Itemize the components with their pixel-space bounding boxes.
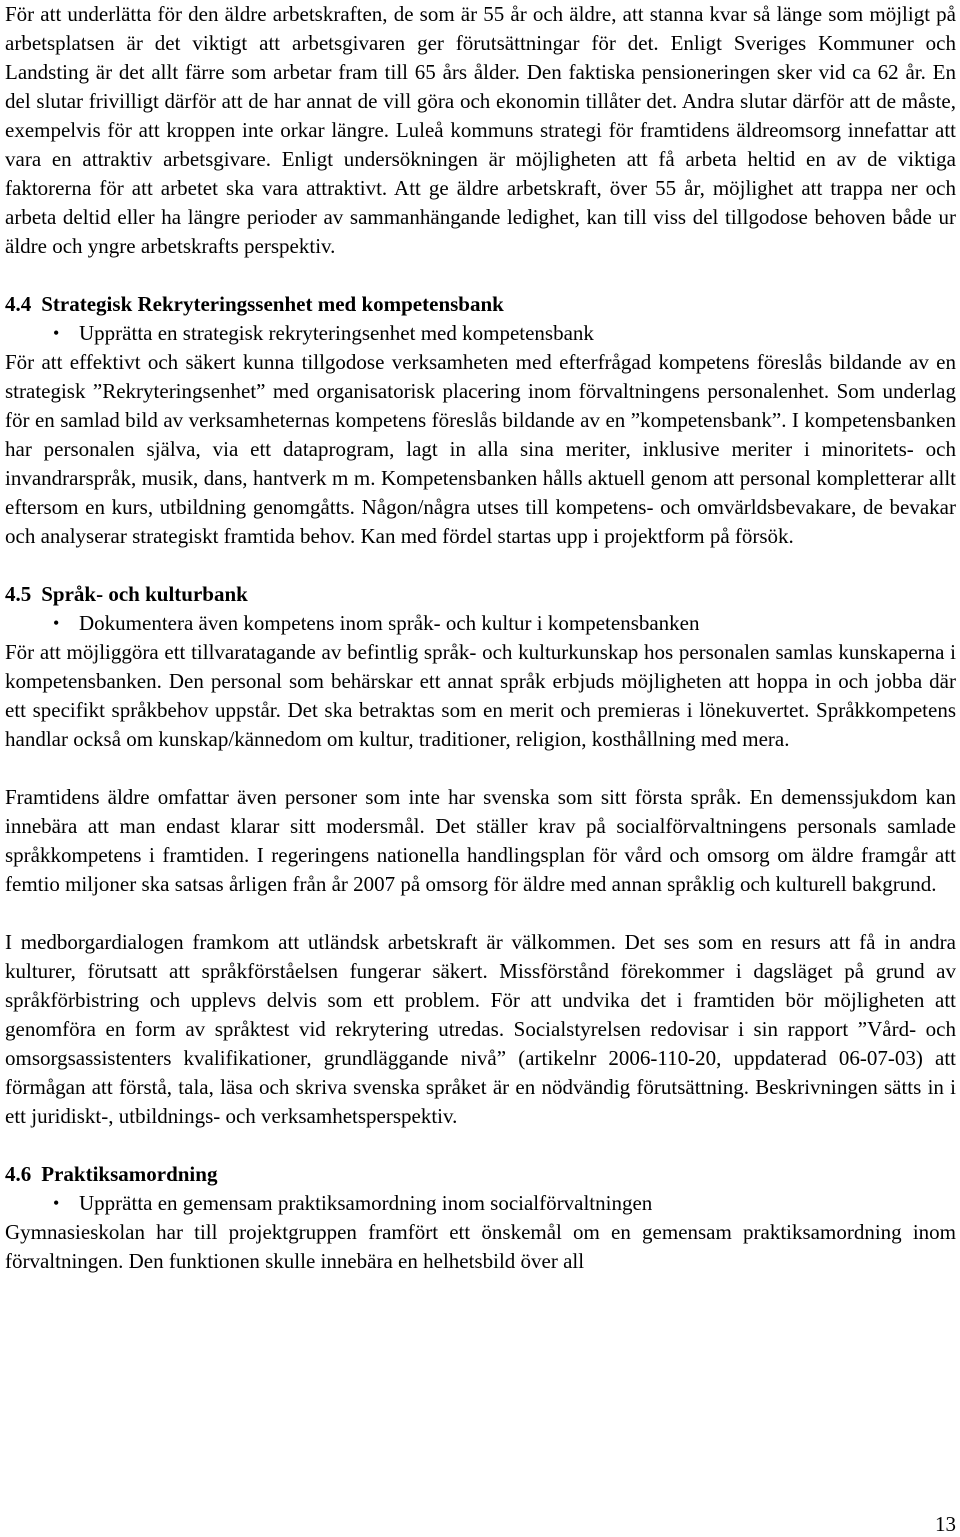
bullet-icon: •	[53, 613, 60, 633]
body-paragraph: Framtidens äldre omfattar även personer som inte har svenska som sitt första språk. En demenssjukdom kan innebära att man endast klarar sitt modersmål. Det ställer krav på socialförvaltningens personals samlade språkkompetens i framtiden. I regeringens nationella handlingsplan för vård och omsorg om äldre framgår att femtio miljoner ska satsas årligen från år 2007 på omsorg för äldre med annan språklig och kulturell bakgrund.	[5, 785, 956, 896]
bullet-text: Upprätta en gemensam praktiksamordning inom socialförvaltningen	[79, 1191, 653, 1215]
body-paragraph: För att effektivt och säkert kunna tillgodose verksamheten med efterfrågad kompetens föreslås bildande av en strategisk ”Rekryteringsenhet” med organisatorisk placering inom förvaltningens personalenhet. Som underlag för en samlad bild av verksamheternas kompetens föreslås bildande av en ”kompetensbank”. I kompetensbanken har personalen själva, via ett dataprogram, lagt in alla sina meriter, inklusive meriter i minoritets- och invandrarspråk, musik, dans, hantverk m m. Kompetensbanken hålls aktuell genom att personal kompletterar allt eftersom en kurs, utbildning genomgåtts. Någon/några utses till kompetens- och omvärldsbevakare, de bevakar och analyserar strategiskt framtida behov. Kan med fördel startas upp i projektform på försök.	[5, 350, 956, 548]
bullet-list	[5, 1189, 956, 1218]
body-paragraph: För att möjliggöra ett tillvaratagande av befintlig språk- och kulturkunskap hos personalen samlas kunskaperna i kompetensbanken. Den personal som behärskar ett annat språk erbjuds möjligheten att hoppa in och jobba där ett specifikt språkbehov uppstår. Det ska betraktas som en merit och premieras i lönekuvertet. Språkkompetens handlar också om kunskap/kännedom om kultur, traditioner, religion, kosthållning med mera.	[5, 640, 956, 751]
section-heading-4-6	[5, 1160, 956, 1189]
section-title: Praktiksamordning	[41, 1162, 218, 1186]
body-paragraph: Gymnasieskolan har till projektgruppen framfört ett önskemål om en gemensam praktiksamordning inom förvaltningen. Den funktionen skulle innebära en helhetsbild över all	[5, 1220, 956, 1273]
body-paragraph: I medborgardialogen framkom att utländsk arbetskraft är välkommen. Det ses som en resurs att få in andra kulturer, förutsatt att språkförståelsen fungerar säkert. Missförstånd förekommer i dagsläget på grund av språkförbistring och upplevs delvis som ett problem. För att undvika det i framtiden bör möjligheten att genomföra en form av språktest vid rekrytering utredas. Socialstyrelsen redovisar i sin rapport ”Vård- och omsorgsassistenters kvalifikationer, grundläggande nivå” (artikelnr 2006-110-20, uppdaterad 06-07-03) att förmågan att förstå, tala, läsa och skriva svenska språket är en nödvändig förutsättning. Beskrivningen sätts in i ett juridiskt-, utbildnings- och verksamhetsperspektiv.	[5, 930, 956, 1128]
spacer	[5, 899, 956, 928]
spacer	[5, 754, 956, 783]
bullet-item	[5, 609, 956, 638]
section-number: 4.4	[5, 292, 32, 316]
spacer	[5, 1131, 956, 1160]
bullet-list	[5, 609, 956, 638]
section-title: Strategisk Rekryteringssenhet med kompetensbank	[41, 292, 504, 316]
bullet-item	[5, 1189, 956, 1218]
document-page	[5, 0, 956, 1276]
bullet-text: Upprätta en strategisk rekryteringsenhet med kompetensbank	[79, 321, 594, 345]
intro-paragraph: För att underlätta för den äldre arbetskraften, de som är 55 år och äldre, att stanna kvar så länge som möjligt på arbetsplatsen är det viktigt att arbetsgivaren ger förutsättningar för det. Enligt Sveriges Kommuner och Landsting är det allt färre som arbetar fram till 65 års ålder. Den faktiska pensioneringen sker vid ca 62 år. En del slutar frivilligt därför att de har annat de vill göra och ekonomin tillåter det. Andra slutar därför att de måste, exempelvis för att kroppen inte orkar längre. Luleå kommuns strategi för framtidens äldreomsorg innefattar att vara en attraktiv arbetsgivare. Enligt undersökningen är möjligheten att få arbeta heltid en av de viktiga faktorerna för att arbetet ska vara attraktivt. Att ge äldre arbetskraft, över 55 år, möjlighet att trappa ner och arbeta deltid eller ha längre perioder av sammanhängande ledighet, kan till viss del tillgodose behoven både ur äldre och yngre arbetskrafts perspektiv.	[5, 2, 956, 258]
section-heading-4-4	[5, 290, 956, 319]
bullet-list	[5, 319, 956, 348]
section-number: 4.6	[5, 1162, 32, 1186]
page-number: 13	[935, 1512, 956, 1536]
section-heading-4-5	[5, 580, 956, 609]
spacer	[5, 261, 956, 290]
bullet-icon: •	[53, 1193, 60, 1213]
bullet-item	[5, 319, 956, 348]
bullet-icon: •	[53, 323, 60, 343]
bullet-text: Dokumentera även kompetens inom språk- och kultur i kompetensbanken	[79, 611, 700, 635]
section-title: Språk- och kulturbank	[41, 582, 248, 606]
section-number: 4.5	[5, 582, 32, 606]
spacer	[5, 551, 956, 580]
